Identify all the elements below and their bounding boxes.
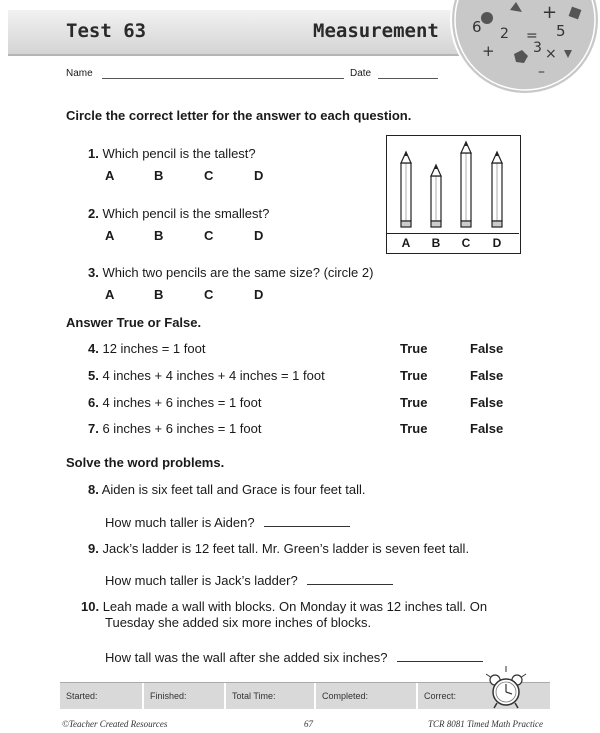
- question-text: 4 inches + 4 inches + 4 inches = 1 foot: [102, 368, 325, 383]
- question-2: [88, 206, 269, 221]
- book-title: TCR 8081 Timed Math Practice: [428, 719, 543, 729]
- finished-field[interactable]: Finished:: [142, 683, 224, 709]
- name-field[interactable]: [102, 78, 344, 79]
- question-text: Jack’s ladder is 12 feet tall. Mr. Green’s ladder is seven feet tall.: [102, 541, 470, 556]
- question-text: Which pencil is the smallest?: [102, 206, 270, 221]
- question-6: [88, 395, 261, 410]
- q7-true-option[interactable]: True: [400, 421, 428, 436]
- question-7: [88, 421, 261, 436]
- date-field[interactable]: [378, 78, 438, 79]
- q3-option-b[interactable]: B: [154, 287, 164, 302]
- q6-false-option[interactable]: False: [470, 395, 504, 410]
- deco-symbol-3: 3: [533, 40, 542, 56]
- date-label: Date: [350, 68, 372, 79]
- q7-false-option[interactable]: False: [470, 421, 504, 436]
- q1-option-c[interactable]: C: [204, 168, 214, 183]
- question-number: 6.: [88, 395, 99, 410]
- question-1: [88, 146, 256, 161]
- q1-option-b[interactable]: B: [154, 168, 164, 183]
- subject-title: Measurement: [313, 20, 439, 42]
- pencil-b-icon: [431, 165, 441, 227]
- page-number: 67: [304, 719, 313, 729]
- q3-option-c[interactable]: C: [204, 287, 214, 302]
- pencil-a-icon: [401, 152, 411, 227]
- prompt-text: How tall was the wall after she added six inches?: [105, 650, 388, 665]
- deco-symbol-2: 2: [500, 26, 509, 42]
- record-bar: [60, 682, 550, 709]
- pencils-illustration: [386, 135, 520, 233]
- prompt-text: How much taller is Aiden?: [105, 515, 255, 530]
- question-number: 3.: [88, 265, 99, 280]
- q2-option-d[interactable]: D: [254, 228, 264, 243]
- question-8-prompt: [105, 514, 350, 530]
- deco-symbol-plus-2: +: [482, 42, 495, 60]
- question-5: [88, 368, 325, 383]
- prompt-text: How much taller is Jack’s ladder?: [105, 573, 298, 588]
- answer-9-blank[interactable]: [307, 572, 393, 585]
- correct-field[interactable]: Correct:: [416, 683, 550, 709]
- question-text: 6 inches + 6 inches = 1 foot: [102, 421, 262, 436]
- q5-false-option[interactable]: False: [470, 368, 504, 383]
- question-4: [88, 341, 205, 356]
- question-number: 1.: [88, 146, 99, 161]
- q1-option-d[interactable]: D: [254, 168, 264, 183]
- q3-option-d[interactable]: D: [254, 287, 264, 302]
- question-text: 12 inches = 1 foot: [102, 341, 206, 356]
- q3-option-a[interactable]: A: [105, 287, 115, 302]
- q4-false-option[interactable]: False: [470, 341, 504, 356]
- question-3: [88, 265, 373, 280]
- question-9-prompt: [105, 572, 393, 588]
- question-number: 7.: [88, 421, 99, 436]
- question-number: 8.: [88, 482, 99, 497]
- q2-option-b[interactable]: B: [154, 228, 164, 243]
- question-text: Aiden is six feet tall and Grace is four feet tall.: [101, 482, 366, 497]
- test-title: Test 63: [66, 20, 147, 42]
- math-symbols-decoration: [450, 0, 600, 96]
- started-field[interactable]: Started:: [66, 691, 98, 701]
- question-number: 9.: [88, 541, 99, 556]
- section3-instruction: Solve the word problems.: [66, 455, 225, 470]
- question-10-line2: Tuesday she added six more inches of blocks.: [105, 615, 372, 630]
- question-number: 2.: [88, 206, 99, 221]
- deco-symbol-6: 6: [472, 18, 482, 36]
- question-10: [81, 599, 487, 614]
- total-time-field[interactable]: Total Time:: [224, 683, 314, 709]
- pencil-letter-row: [386, 233, 519, 253]
- question-text-line1: Leah made a wall with blocks. On Monday it was 12 inches tall. On: [102, 599, 488, 614]
- pencil-c-icon: [461, 142, 471, 227]
- deco-symbol-equals: =: [526, 28, 538, 44]
- q2-option-a[interactable]: A: [105, 228, 115, 243]
- question-text: 4 inches + 6 inches = 1 foot: [102, 395, 262, 410]
- question-number: 10.: [81, 599, 100, 614]
- answer-10-blank[interactable]: [397, 649, 483, 662]
- q1-option-a[interactable]: A: [105, 168, 115, 183]
- section1-instruction: Circle the correct letter for the answer to each question.: [66, 108, 412, 123]
- question-number: 5.: [88, 368, 99, 383]
- pencil-label-a: A: [401, 236, 411, 250]
- question-9: [88, 541, 469, 556]
- question-text: Which pencil is the tallest?: [102, 146, 256, 161]
- question-10-prompt: [105, 649, 483, 665]
- pencil-label-c: C: [461, 236, 471, 250]
- completed-field[interactable]: Completed:: [314, 683, 416, 709]
- deco-symbol-5: 5: [556, 22, 566, 40]
- q6-true-option[interactable]: True: [400, 395, 428, 410]
- deco-symbol-times: ×: [545, 46, 557, 62]
- section2-instruction: Answer True or False.: [66, 315, 202, 330]
- q5-true-option[interactable]: True: [400, 368, 428, 383]
- deco-symbol-plus: +: [542, 2, 558, 23]
- copyright-text: ©Teacher Created Resources: [62, 719, 168, 729]
- deco-dot-icon: [481, 12, 493, 24]
- deco-symbol-minus: –: [538, 64, 545, 80]
- q2-option-c[interactable]: C: [204, 228, 214, 243]
- alarm-clock-icon: [480, 664, 532, 712]
- pencil-d-icon: [492, 152, 502, 227]
- pencil-label-d: D: [492, 236, 502, 250]
- question-8: [88, 482, 366, 497]
- answer-8-blank[interactable]: [264, 514, 350, 527]
- name-label: Name: [66, 68, 93, 79]
- pencil-label-b: B: [431, 236, 441, 250]
- question-text: Which two pencils are the same size? (circle 2): [102, 265, 374, 280]
- q4-true-option[interactable]: True: [400, 341, 428, 356]
- question-number: 4.: [88, 341, 99, 356]
